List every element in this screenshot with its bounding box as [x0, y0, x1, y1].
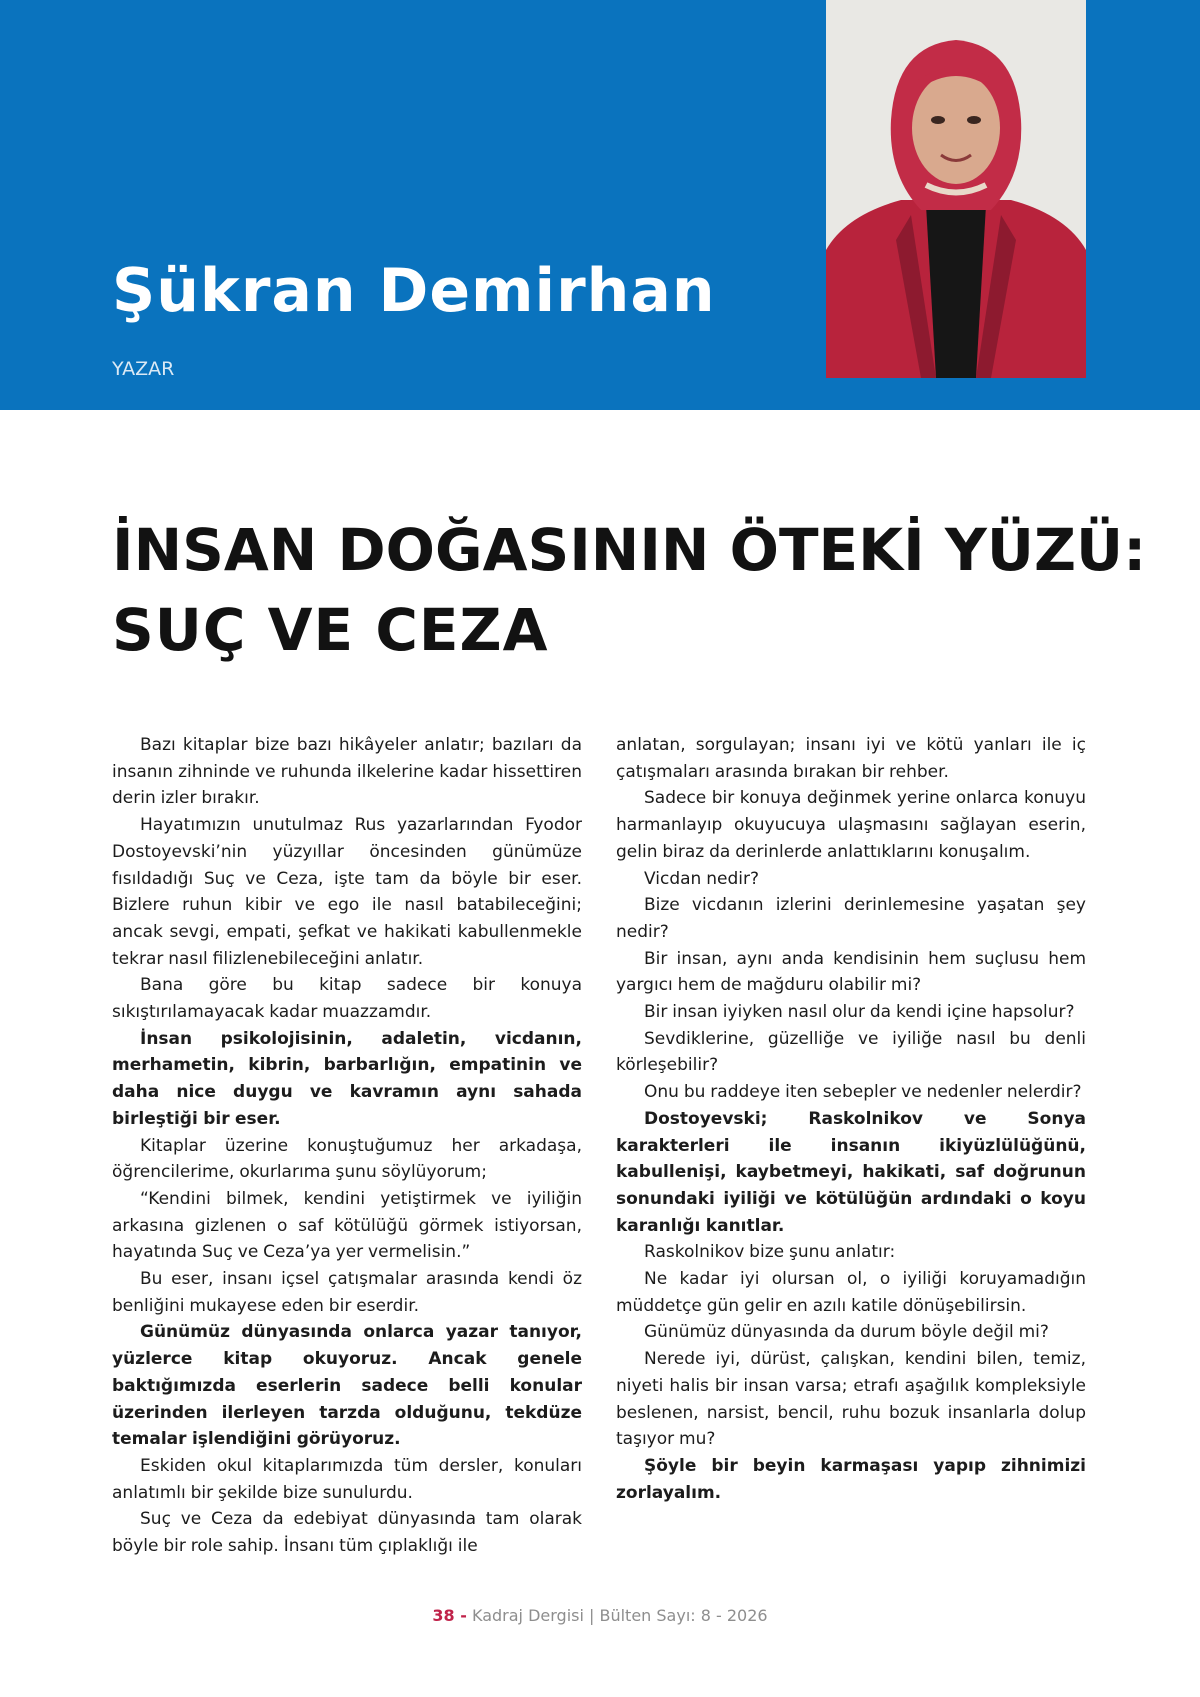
article-title-line2: SUÇ VE CEZA	[112, 596, 549, 664]
author-photo	[826, 0, 1086, 378]
page-number: 38 -	[432, 1606, 467, 1625]
paragraph: Nerede iyi, dürüst, çalışkan, kendini bilen, temiz, niyeti halis bir insan varsa; etrafı aşağılık kompleksiyle beslenen, narsist, bencil, ruhu bozuk insanlarla dolup taşıyor mu?	[616, 1349, 1086, 1450]
article-column-right	[616, 732, 1086, 1506]
paragraph: Bize vicdanın izlerini derinlemesine yaşatan şey nedir?	[616, 895, 1086, 942]
header-banner	[0, 0, 1200, 410]
paragraph: “Kendini bilmek, kendini yetiştirmek ve iyiliğin arkasına gizlenen o saf kötülüğü görmek istiyorsan, hayatında Suç ve Ceza’ya yer vermelisin.”	[112, 1188, 582, 1263]
paragraph: Vicdan nedir?	[644, 868, 759, 889]
paragraph: İnsan psikolojisinin, adaletin, vicdanın, merhametin, kibrin, barbarlığın, empatinin ve daha nice duygu ve kavramın aynı sahada birleştiği bir eser.	[112, 1028, 582, 1129]
paragraph: Günümüz dünyasında onlarca yazar tanıyor, yüzlerce kitap okuyoruz. Ancak genele baktığımızda eserlerin sadece belli konular üzerinden ilerleyen tarzda olduğunu, tekdüze temalar işlendiğini görüyoruz.	[112, 1322, 582, 1450]
author-role: YAZAR	[112, 358, 175, 380]
paragraph: Bir insan, aynı anda kendisinin hem suçlusu hem yargıcı hem de mağduru olabilir mi?	[616, 948, 1086, 996]
paragraph: Bir insan iyiyken nasıl olur da kendi içine hapsolur?	[644, 1002, 1075, 1023]
paragraph: Hayatımızın unutulmaz Rus yazarlarından Fyodor Dostoyevski’nin yüzyıllar öncesinden günümüze fısıldadığı Suç ve Ceza, işte tam da böyle bir eser. Bizlere ruhun kibir ve ego ile nasıl batabileceğini; ancak sevgi, empati, şefkat ve hakikati kabullenmekle tekrar nasıl filizlenebileceğini anlatır.	[112, 815, 582, 969]
article-column-left	[112, 732, 582, 1560]
paragraph: anlatan, sorgulayan; insanı iyi ve kötü yanları ile iç çatışmaları arasında bırakan bir rehber.	[616, 735, 1086, 782]
paragraph: Bu eser, insanı içsel çatışmalar arasında kendi öz benliğini mukayese eden bir eserdir.	[112, 1269, 582, 1316]
page-footer	[0, 1606, 1200, 1625]
article-title	[112, 510, 1147, 670]
paragraph: Günümüz dünyasında da durum böyle değil mi?	[644, 1322, 1049, 1343]
paragraph: Sevdiklerine, güzelliğe ve iyiliğe nasıl bu denli körleşebilir?	[616, 1028, 1086, 1076]
paragraph: Raskolnikov bize şunu anlatır:	[644, 1242, 896, 1263]
author-name: Şükran Demirhan	[112, 256, 716, 326]
paragraph: Suç ve Ceza da edebiyat dünyasında tam olarak böyle bir role sahip. İnsanı tüm çıplaklığı ile	[112, 1509, 582, 1557]
paragraph: Bazı kitaplar bize bazı hikâyeler anlatır; bazıları da insanın zihninde ve ruhunda ilkelerine kadar hissettiren derin izler bırakır.	[112, 735, 582, 809]
paragraph: Şöyle bir beyin karmaşası yapıp zihnimizi zorlayalım.	[616, 1455, 1086, 1503]
paragraph: Eskiden okul kitaplarımızda tüm dersler, konuları anlatımlı bir şekilde bize sunulurdu.	[112, 1455, 582, 1503]
paragraph: Bana göre bu kitap sadece bir konuya sıkıştırılamayacak kadar muazzamdır.	[112, 975, 582, 1023]
paragraph: Sadece bir konuya değinmek yerine onlarca konuyu harmanlayıp okuyucuya ulaşmasını sağlayan eserin, gelin biraz da derinlerde anlattıklarını konuşalım.	[616, 788, 1086, 862]
paragraph: Onu bu raddeye iten sebepler ve nedenler nelerdir?	[644, 1082, 1082, 1103]
paragraph: Dostoyevski; Raskolnikov ve Sonya karakterleri ile insanın ikiyüzlülüğünü, kabullenişi, kaybetmeyi, hakikati, saf doğrunun sonundaki iyiliği ve kötülüğün ardındaki o koyu karanlığı kanıtlar.	[616, 1108, 1086, 1236]
publication-info: Kadraj Dergisi | Bülten Sayı: 8 - 2026	[471, 1606, 768, 1625]
article-title-line1: İNSAN DOĞASININ ÖTEKİ YÜZÜ:	[112, 516, 1147, 584]
paragraph: Kitaplar üzerine konuştuğumuz her arkadaşa, öğrencilerime, okurlarıma şunu söylüyorum;	[112, 1135, 582, 1183]
paragraph: Ne kadar iyi olursan ol, o iyiliği koruyamadığın müddetçe gün gelir en azılı katile dönüşebilirsin.	[616, 1269, 1086, 1316]
